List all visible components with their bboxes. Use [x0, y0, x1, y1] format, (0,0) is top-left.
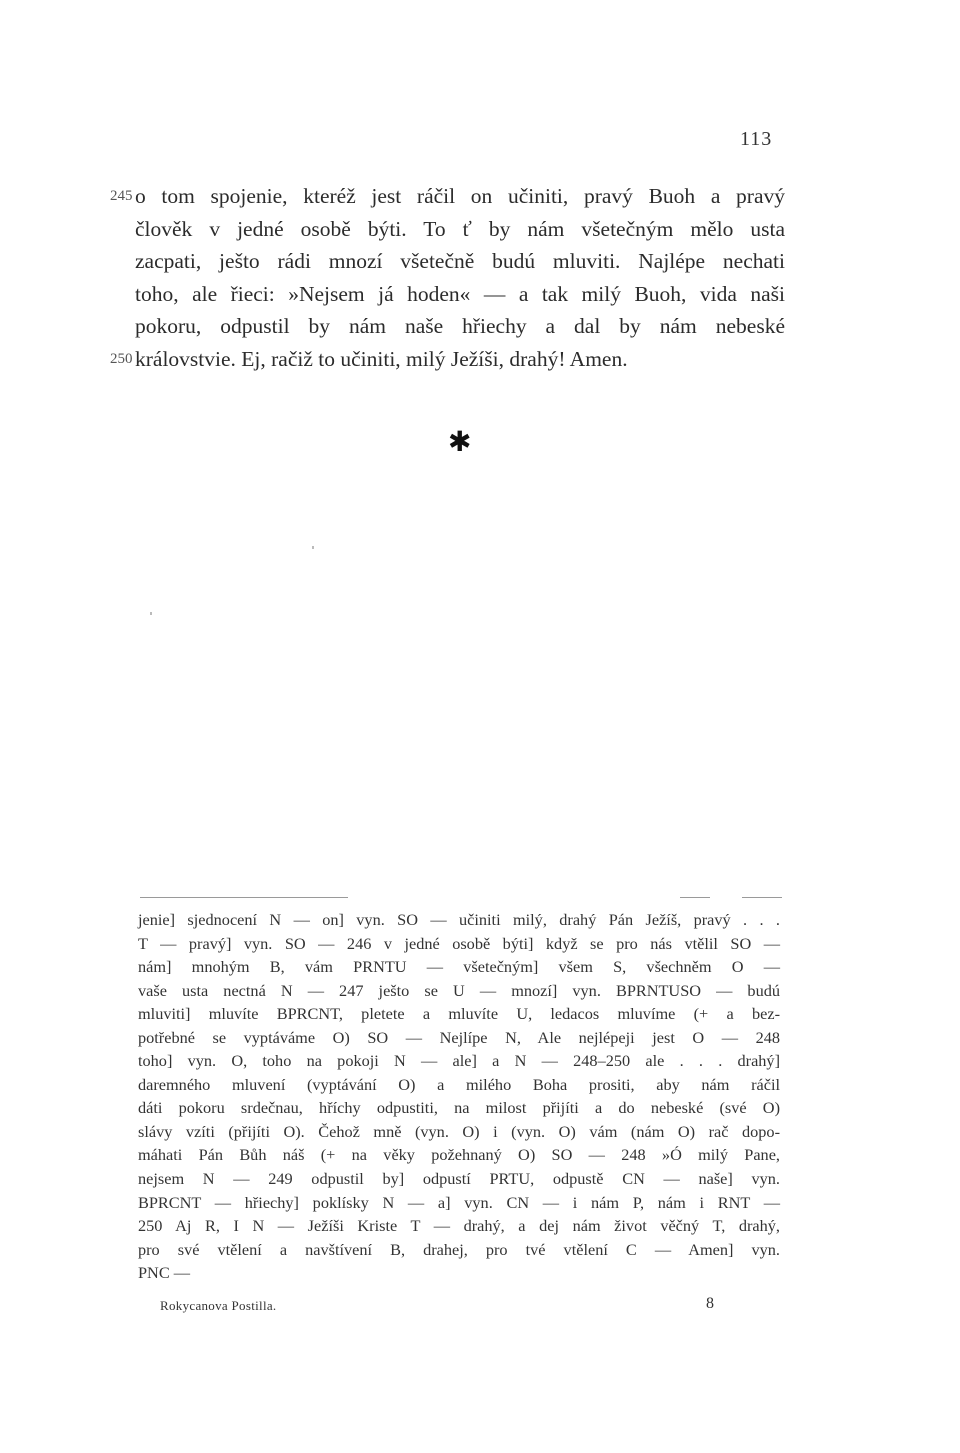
footnote-separator-rule	[742, 897, 782, 898]
main-text-line-content: člověk v jedné osobě býti. To ť by nám všetečným mělo usta	[135, 216, 785, 241]
footnote-line: potřebné se vyptáváme O) SO — Nejlípe N, Ale nejlépeji jest O — 248	[138, 1027, 780, 1047]
footnote-separator-rule	[140, 897, 348, 898]
scan-speck	[312, 546, 314, 549]
footnote-line: PNC —	[138, 1263, 191, 1283]
footnote-line: jenie] sjednocení N — on] vyn. SO — učiniti milý, drahý Pán Ježíš, pravý . . .	[138, 910, 780, 929]
footnote-line: vaše usta nectná N — 247 ješto se U — mnozí] vyn. BPRNTUSO — budú	[138, 980, 780, 1000]
footnote-line: T — pravý] vyn. SO — 246 v jedné osobě býti] když se pro nás vtělil SO —	[138, 933, 780, 953]
footnote-line: mluviti] mluvíte BPRCNT, pletete a mluvíte U, ledacos mluvíme (+ a bez-	[138, 1004, 780, 1024]
main-text-line	[110, 343, 785, 376]
main-text-line-content: královstvie. Ej, račiž to učiniti, milý Ježíši, drahý! Amen.	[135, 346, 628, 371]
footnote-line: daremného mluvení (vyptávání O) a milého Boha prositi, aby nám ráčil	[138, 1074, 780, 1094]
line-number-marker: 245	[110, 188, 133, 204]
main-text-line	[110, 180, 785, 213]
main-text-line-content: toho, ale řieci: »Nejsem já hoden« — a tak milý Buoh, vida naši	[135, 281, 785, 306]
main-text-line-content: o tom spojenie, kteréž jest ráčil on učiniti, pravý Buoh a pravý	[135, 184, 785, 208]
main-text-line-content: zacpati, ješto rádi mnozí všetečně budú mluviti. Najlépe nechati	[135, 249, 785, 273]
footer-book-title: Rokycanova Postilla.	[160, 1298, 277, 1313]
footnote-separator-rule	[680, 897, 710, 898]
footnote-line: pro své vtělení a navštívení B, drahej, pro tvé vtělení C — Amen] vyn.	[138, 1239, 780, 1259]
main-text-line	[135, 278, 785, 311]
footnote-line: máhati Pán Bůh náš (+ na věky požehnaný O) SO — 248 »Ó milý Pane,	[138, 1145, 780, 1165]
footnote-line: slávy vzíti (přijíti O). Čehož mně (vyn. O) i (vyn. O) vám (nám O) rač dopo-	[138, 1121, 780, 1141]
footnote-line: nám] mnohým B, vám PRNTU — všetečným] všem S, všechněm O —	[138, 957, 780, 977]
footnote-line: nejsem N — 249 odpustil by] odpustí PRTU, odpustě CN — naše] vyn.	[138, 1169, 780, 1189]
main-text-block	[110, 180, 785, 375]
footnote-line: dáti pokoru srdečnau, hříchy odpustiti, na milost přijíti a do nebeské (své O)	[138, 1098, 780, 1118]
main-text-line	[135, 245, 785, 278]
main-text-line	[135, 310, 785, 343]
line-number-marker: 250	[110, 350, 133, 367]
scan-speck	[150, 612, 152, 615]
section-divider-asterisk: ✱	[448, 425, 472, 458]
page-number: 113	[740, 128, 773, 150]
footnote-line: toho] vyn. O, toho na pokoji N — ale] a N — 248–250 ale . . . drahý]	[138, 1051, 780, 1071]
footnotes-block	[138, 908, 780, 1285]
footnote-line: 250 Aj R, I N — Ježíši Kriste T — drahý, a dej nám život věčný T, drahý,	[138, 1216, 780, 1236]
footer-signature-mark: 8	[706, 1295, 714, 1312]
main-text-line	[135, 213, 785, 246]
footnote-line: BPRCNT — hřiechy] poklísky N — a] vyn. CN — i nám P, nám i RNT —	[138, 1192, 780, 1212]
main-text-line-content: pokoru, odpustil by nám naše hřiechy a dal by nám nebeské	[135, 314, 785, 338]
